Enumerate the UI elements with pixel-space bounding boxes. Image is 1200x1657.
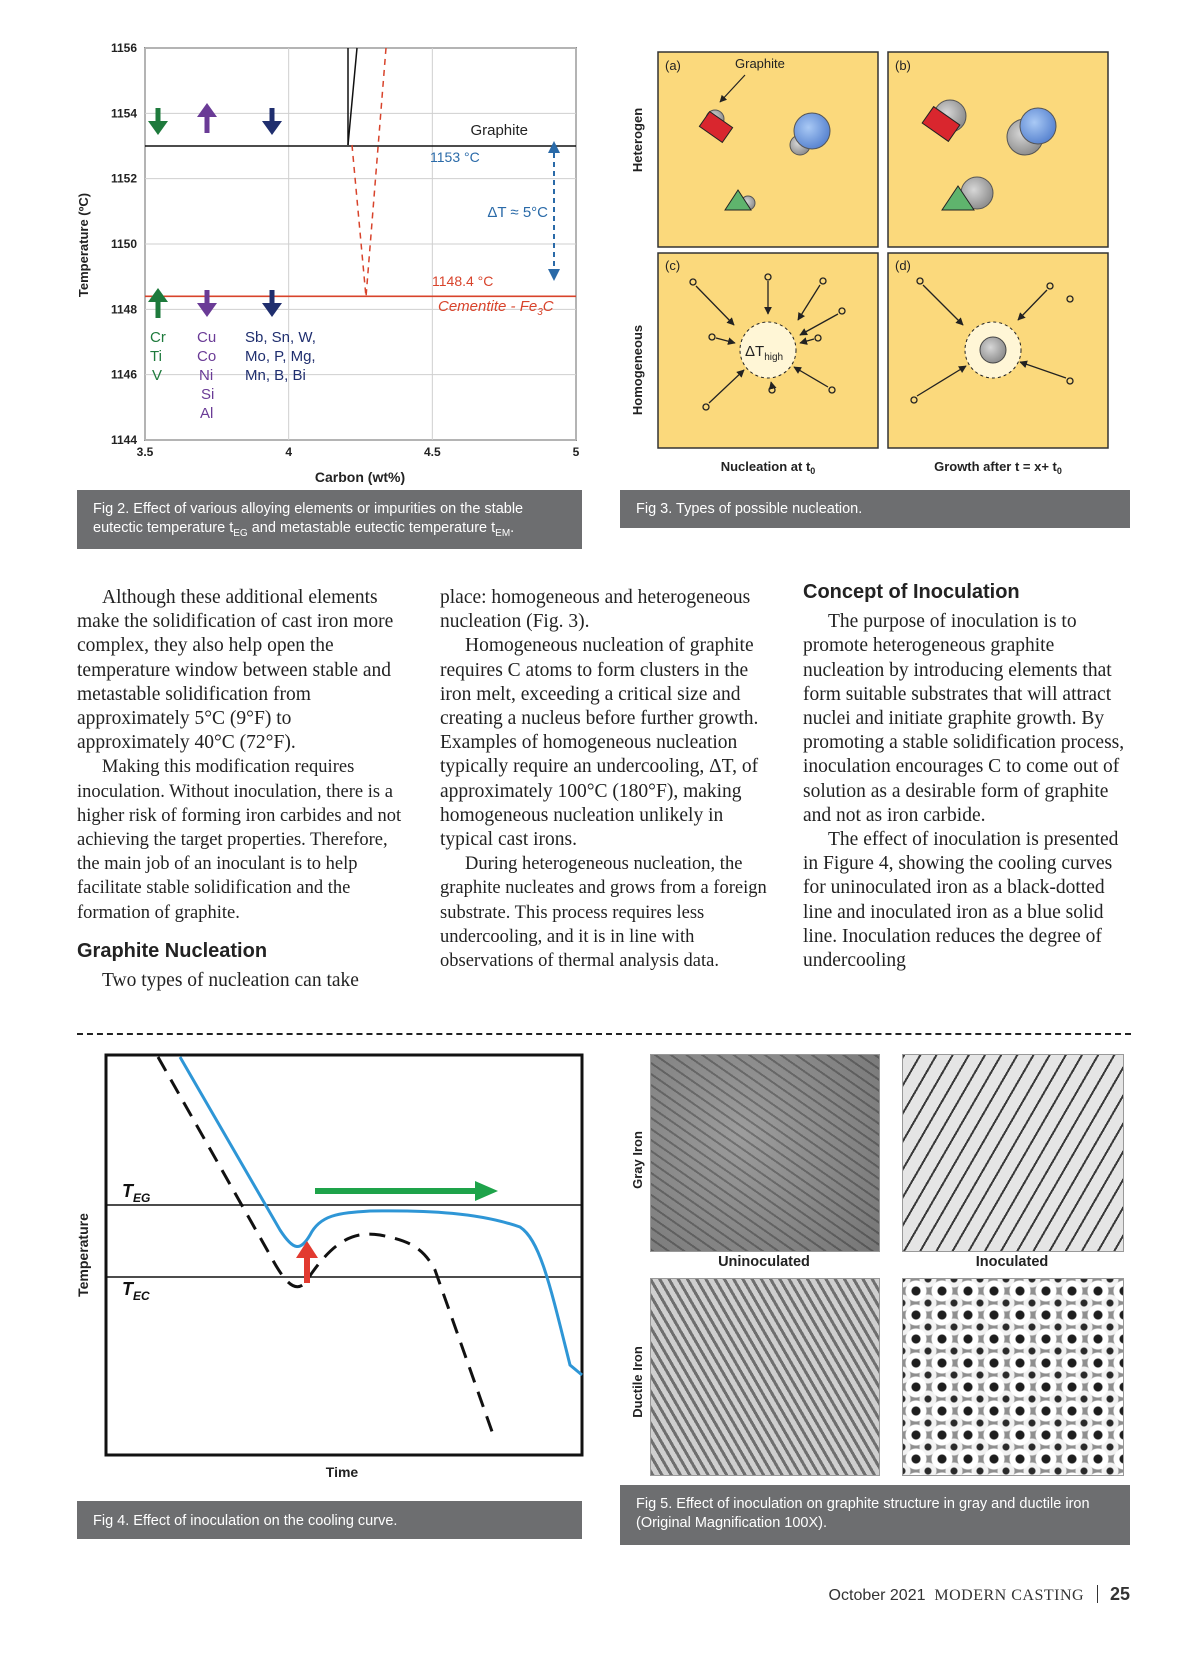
micrograph-ductile-inoculated [902, 1278, 1124, 1476]
fig3-xlabel-2: Growth after $t = x+ t_0$ [934, 459, 1062, 476]
fig2-xtick-label: 3.5 [136, 445, 154, 459]
fig2-ytick-label: 1156 [110, 41, 137, 55]
section-divider [77, 1033, 1131, 1035]
fig2-cementite-label: Cementite - $Fe_3C$ [438, 298, 554, 318]
fig2-ytick-label: 1150 [110, 237, 137, 251]
svg-text:(a): (a) [665, 58, 681, 73]
fig3-row1-label: Heterogen [630, 107, 645, 173]
fig3-diagram [620, 40, 1130, 490]
fig2-xtick-label: 4 [285, 445, 293, 459]
fig2-el-al: Al [200, 405, 214, 422]
fig5-micrographs [620, 1050, 1130, 1490]
page-footer [829, 1584, 1130, 1605]
fig4-xlabel: Time [325, 1464, 359, 1480]
fig2-xlabel: Carbon (wt%) [314, 469, 406, 485]
graphite-nucleation-heading: Graphite Nucleation [77, 939, 268, 962]
col1-paragraph-1: Although these additional elements make the solidification of cast iron more complex, they also help open the temperature window between stable and metastable solidification from approximately 5°C (9°F) to approximately 40°C (72°F). [77, 587, 394, 754]
fig4-ylabel: Temperature [75, 1213, 91, 1297]
fig2-el-co: Co [197, 348, 217, 365]
micrograph-gray-inoculated [902, 1054, 1124, 1252]
micrograph-ductile-uninoculated [650, 1278, 880, 1476]
fig2-el-blue-2: Mo, P, Mg, [245, 348, 316, 365]
text-column-3 [803, 580, 1133, 973]
fig3-delta-t: $\Delta T_{high}$ [745, 343, 784, 363]
col2-paragraph-3: During heterogeneous nucleation, the graphite nucleates and grows from a foreign substrate. This process requires less undercooling, and it is in line with observations of thermal analysis data. [440, 854, 767, 972]
col3-paragraph-2: The effect of inoculation is presented in Figure 4, showing the cooling curves for uninoculated iron as a black-dotted line and inoculated iron as a blue solid line. Inoculation reduces the degree of undercooling [803, 829, 1119, 972]
fig5-row2-label: Ductile Iron [630, 1346, 645, 1418]
col1-paragraph-2: Making this modification requires inoculation. Without inoculation, there is a higher risk of forming iron carbides and not achieving the target properties. Therefore, the main job of an inoculant is to help facilitate stable solidification and the formation of graphite. [77, 757, 402, 923]
concept-of-inoculation-heading: Concept of Inoculation [803, 581, 1020, 603]
svg-text:(c): (c) [665, 258, 681, 273]
fig3-panel-b [888, 52, 1108, 247]
fig2-delta: ΔT ≈ 5°C [487, 204, 548, 221]
fig3-panel-d [888, 253, 1108, 448]
fig2-el-cu: Cu [197, 329, 217, 346]
fig2-t-meta: 1148.4 °C [432, 273, 494, 289]
text-column-1 [77, 586, 407, 993]
svg-text:(b): (b) [895, 58, 911, 73]
fig2-el-ti: Ti [150, 348, 162, 365]
fig4-caption: Fig 4. Effect of inoculation on the cooling curve. [77, 1501, 582, 1539]
fig2-ytick-label: 1146 [110, 367, 137, 382]
fig2-el-v: V [152, 367, 163, 384]
footer-separator [1097, 1585, 1098, 1603]
fig4-chart [70, 1045, 590, 1485]
fig2-ytick-label: 1144 [110, 433, 137, 447]
fig2-el-blue-1: Sb, Sn, W, [245, 329, 316, 346]
footer-page-number: 25 [1109, 1584, 1130, 1604]
fig2-xtick-label: 5 [572, 445, 580, 459]
col1-paragraph-3: Two types of nucleation can take [102, 970, 359, 992]
fig5-caption: Fig 5. Effect of inoculation on graphite structure in gray and ductile iron (Original Magnification 100X). [620, 1485, 1130, 1545]
fig3-panel-a [658, 52, 878, 247]
fig5-col2-label: Inoculated [975, 1254, 1049, 1270]
fig2-xtick-label: 4.5 [423, 445, 441, 459]
fig2-ytick-label: 1148 [110, 302, 137, 317]
fig5-row1-label: Gray Iron [630, 1131, 645, 1189]
fig2-ytick-label: 1152 [110, 171, 137, 186]
fig4-tec-label: $T_{EC}$ [122, 1279, 150, 1303]
fig2-caption: Fig 2. Effect of various alloying elements or impurities on the stable eutectic temperature $t_{EG}$ and metastable eutectic temperature $t_{EM}$. [77, 490, 582, 549]
fig4-plot-frame [106, 1055, 582, 1455]
fig5-col1-label: Uninoculated [718, 1254, 810, 1270]
micrograph-gray-uninoculated [650, 1054, 880, 1252]
fig2-ytick-label: 1154 [110, 106, 137, 121]
footer-date: October 2021 [828, 1587, 926, 1604]
col2-paragraph-2: Homogeneous nucleation of graphite requires C atoms to form clusters in the iron melt, exceeding a critical size and creating a nucleus before further growth. Examples of homogeneous nucleation typically require an undercooling, ΔT, of approximately 100°C (180°F), making homogeneous nucleation unlikely in typical cast irons. [440, 635, 759, 851]
fig2-el-ni: Ni [199, 367, 214, 384]
fig3-xlabel-1: Nucleation at $t_0$ [720, 459, 816, 476]
fig2-el-blue-3: Mn, B, Bi [245, 367, 306, 384]
fig2-graphite-label: Graphite [470, 122, 528, 139]
fig2-el-cr: Cr [150, 329, 166, 346]
fig2-ylabel: Temperature (ºC) [76, 192, 91, 298]
fig3-caption: Fig 3. Types of possible nucleation. [620, 490, 1130, 528]
fig2-chart [70, 35, 590, 495]
fig3-graphite-label: Graphite [735, 56, 785, 71]
col2-paragraph-1: place: homogeneous and heterogeneous nucleation (Fig. 3). [440, 587, 751, 633]
fig2-el-si: Si [201, 386, 215, 403]
fig2-t-stable: 1153 °C [430, 149, 480, 165]
text-column-2 [440, 586, 770, 973]
footer-magazine: MODERN CASTING [934, 1587, 1085, 1604]
fig3-row2-label: Homogeneous [630, 324, 645, 416]
fig3-panel-c [658, 253, 878, 448]
col3-paragraph-1: The purpose of inoculation is to promote heterogeneous graphite nucleation by introducing elements that form suitable substrates that will attract nuclei and initiate graphite growth. By promoting a stable solidification process, inoculation encourages C to come out of solution as a desirable form of graphite and not as iron carbide. [803, 611, 1125, 826]
fig4-teg-label: $T_{EG}$ [122, 1181, 151, 1205]
svg-text:(d): (d) [895, 258, 911, 273]
